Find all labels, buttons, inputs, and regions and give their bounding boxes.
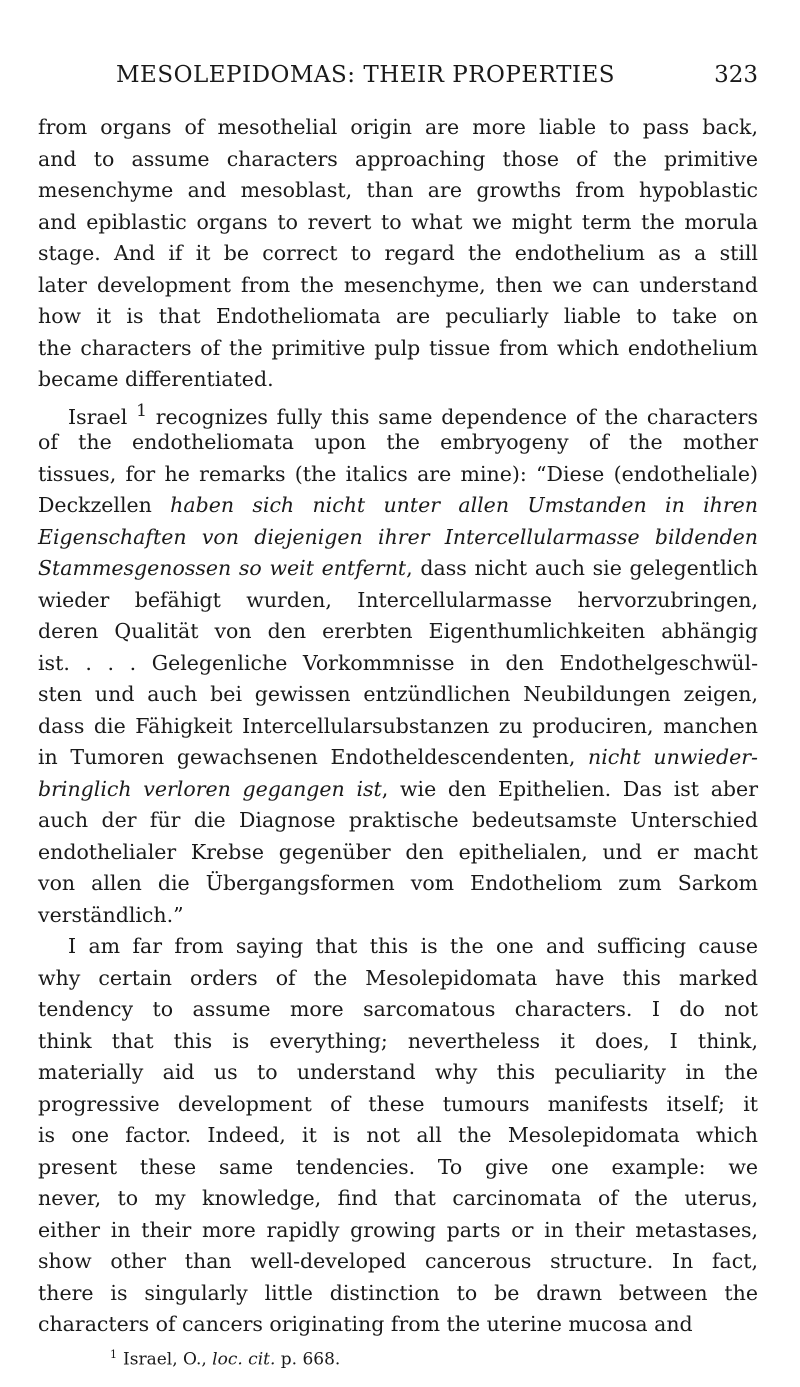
text-line <box>38 1278 758 1310</box>
text-segment: characters of cancers originating from the uterine mucosa and <box>38 1312 693 1336</box>
italic-text: haben sich nicht unter allen Umstanden in ihren <box>170 493 758 517</box>
text-line <box>38 364 758 396</box>
text-segment: the characters of the primitive pulp tissue from which endothelium <box>38 335 758 360</box>
text-line <box>38 1246 758 1278</box>
text-line <box>38 868 758 900</box>
text-line <box>38 1120 758 1152</box>
text-segment: wieder befähigt wurden, Intercellularmasse hervorzubringen, <box>38 587 758 612</box>
text-segment: is one factor. Indeed, it is not all the Mesolepidomata which <box>38 1123 758 1147</box>
text-segment: show other than well-developed cancerous structure. In fact, <box>38 1249 758 1273</box>
text-segment: how it is that Endotheliomata are peculiarly liable to take on <box>38 304 758 328</box>
text-line <box>38 711 758 743</box>
text-line <box>38 1183 758 1215</box>
text-line <box>38 553 758 585</box>
running-head <box>38 62 758 96</box>
text-segment: , wie den Epithelien. Das ist aber <box>381 776 758 801</box>
text-line <box>38 837 758 869</box>
italic-text: bringlich verloren gegangen ist <box>38 776 382 801</box>
text-segment: mesenchyme and mesoblast, than are growths from hypoblastic <box>38 178 758 202</box>
text-segment: there is singularly little distinction to be drawn between the <box>38 1280 758 1305</box>
text-line <box>38 301 758 333</box>
text-segment: from organs of mesothelial origin are more liable to pass back, <box>38 115 758 139</box>
text-line <box>38 1309 758 1341</box>
text-line <box>38 270 758 302</box>
text-segment: , dass nicht auch sie gelegentlich <box>406 556 758 580</box>
footnote <box>110 1343 340 1372</box>
text-line <box>38 1152 758 1184</box>
text-line <box>38 900 758 932</box>
text-segment: von allen die Übergangsformen vom Endotheliom zum Sarkom <box>38 871 758 895</box>
text-segment: later development from the mesenchyme, then we can understand <box>38 272 758 297</box>
text-line <box>38 742 758 774</box>
text-line <box>38 1215 758 1247</box>
text-line <box>38 522 758 554</box>
text-line <box>38 1089 758 1121</box>
text-segment: tendency to assume more sarcomatous characters. I do not <box>38 997 758 1021</box>
text-line <box>38 963 758 995</box>
text-segment: tissues, for he remarks (the italics are mine): “Diese (endotheliale) <box>38 461 758 486</box>
text-segment: and epiblastic organs to revert to what we might term the morula <box>38 209 758 234</box>
text-line <box>38 144 758 176</box>
text-line <box>38 1026 758 1058</box>
text-line <box>38 207 758 239</box>
text-segment: Deckzellen <box>38 493 171 517</box>
text-line <box>38 490 758 522</box>
text-line <box>38 616 758 648</box>
text-segment: became differentiated. <box>38 367 274 391</box>
text-line <box>38 333 758 365</box>
text-segment: think that this is everything; nevertheless it does, I think, <box>38 1028 758 1053</box>
text-line <box>38 679 758 711</box>
text-segment: dass die Fähigkeit Intercellularsubstanzen zu produciren, manchen <box>38 713 758 738</box>
text-line <box>38 994 758 1026</box>
text-line <box>38 396 758 428</box>
text-line <box>38 459 758 491</box>
text-segment: auch der für die Diagnose praktische bedeutsamste Unterschied <box>38 808 758 832</box>
text-line <box>38 1057 758 1089</box>
text-segment: Israel <box>68 404 137 429</box>
italic-text: Eigenschaften von diejenigen ihrer Intercellularmasse bildenden <box>38 524 758 549</box>
text-segment: in Tumoren gewachsenen Endotheldescendenten, <box>38 745 589 769</box>
text-segment: Israel, O., <box>123 1349 213 1370</box>
text-segment: present these same tendencies. To give one example: we <box>38 1154 758 1179</box>
text-segment: stage. And if it be correct to regard the endothelium as a still <box>38 241 758 265</box>
italic-text: Stammesgenossen so weit entfernt <box>38 556 407 580</box>
text-segment: either in their more rapidly growing parts or in their metastases, <box>38 1217 758 1242</box>
italic-text: nicht unwieder- <box>588 745 758 769</box>
text-segment: progressive development of these tumours manifests itself; it <box>38 1091 758 1116</box>
text-segment: verständlich.” <box>38 902 184 927</box>
text-segment: endothelialer Krebse gegenüber den epithelialen, und er macht <box>38 839 758 864</box>
text-line <box>38 175 758 207</box>
text-segment: sten und auch bei gewissen entzündlichen Neubildungen zeigen, <box>38 682 758 706</box>
text-line <box>38 238 758 270</box>
footnote-marker: 1 <box>136 400 147 421</box>
text-line <box>38 774 758 806</box>
text-segment: of the endotheliomata upon the embryogeny of the mother <box>38 430 758 454</box>
text-segment: materially aid us to understand why this peculiarity in the <box>38 1060 758 1084</box>
footnote-marker: 1 <box>110 1348 117 1361</box>
text-segment: never, to my knowledge, find that carcinomata of the uterus, <box>38 1186 758 1210</box>
text-segment: ist. . . . Gelegenliche Vorkommnisse in den Endothelgeschwül- <box>38 650 758 675</box>
text-segment: recognizes fully this same dependence of the characters <box>146 404 758 429</box>
text-segment: p. 668. <box>275 1349 341 1370</box>
text-line <box>38 648 758 680</box>
body-text <box>38 112 758 1341</box>
text-line <box>38 585 758 617</box>
text-line <box>38 805 758 837</box>
running-title: MESOLEPIDOMAS: THEIR PROPERTIES <box>116 62 616 88</box>
text-segment: deren Qualität von den ererbten Eigenthumlichkeiten abhängig <box>38 619 758 643</box>
text-segment: why certain orders of the Mesolepidomata have this marked <box>38 965 758 990</box>
text-segment: and to assume characters approaching those of the primitive <box>38 146 758 171</box>
text-segment: I am far from saying that this is the one and sufficing cause <box>68 934 758 958</box>
italic-text: loc. cit. <box>212 1349 276 1370</box>
text-line <box>38 112 758 144</box>
text-line <box>38 427 758 459</box>
text-line <box>38 931 758 963</box>
page-number: 323 <box>714 62 758 88</box>
